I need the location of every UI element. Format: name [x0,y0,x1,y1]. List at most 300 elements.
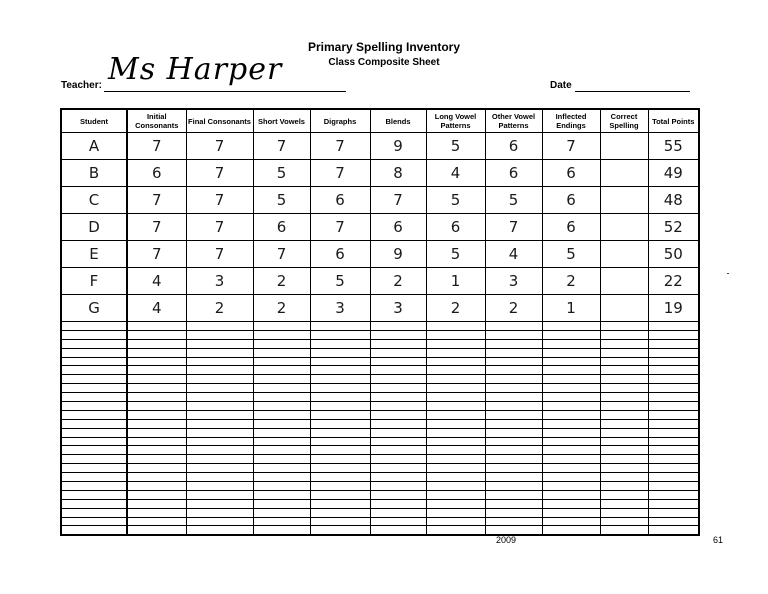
score-cell [600,268,648,295]
column-header: Digraphs [310,109,370,133]
empty-cell [186,437,253,446]
empty-cell [370,357,426,366]
empty-cell [600,410,648,419]
score-cell: 4 [426,160,485,187]
empty-cell [310,482,370,491]
empty-cell [61,419,127,428]
empty-cell [310,428,370,437]
empty-cell [485,455,542,464]
empty-cell [186,508,253,517]
empty-cell [542,375,600,384]
empty-cell [127,508,186,517]
empty-cell [370,402,426,411]
empty-cell [310,499,370,508]
score-cell: 6 [253,214,310,241]
empty-cell [186,330,253,339]
empty-cell [127,437,186,446]
score-cell: 1 [542,295,600,322]
empty-cell [426,526,485,535]
empty-cell [485,357,542,366]
empty-cell [485,428,542,437]
score-cell [600,214,648,241]
table-row [61,187,699,214]
empty-cell [485,339,542,348]
empty-cell [426,517,485,526]
empty-cell [370,437,426,446]
empty-cell [127,348,186,357]
empty-cell [542,339,600,348]
empty-cell [186,393,253,402]
table-row [61,133,699,160]
empty-cell [186,339,253,348]
empty-cell [310,446,370,455]
table-header-row [61,109,699,133]
empty-cell [186,375,253,384]
empty-cell [542,419,600,428]
empty-cell [186,348,253,357]
score-cell: 5 [426,241,485,268]
empty-table-row [61,508,699,517]
empty-cell [310,322,370,331]
empty-cell [485,482,542,491]
empty-cell [600,366,648,375]
score-cell: 2 [485,295,542,322]
empty-cell [648,437,699,446]
empty-cell [310,348,370,357]
empty-cell [186,446,253,455]
empty-cell [61,517,127,526]
score-cell: 7 [127,241,186,268]
empty-cell [542,455,600,464]
column-header: Total Points [648,109,699,133]
empty-cell [426,446,485,455]
empty-cell [485,375,542,384]
empty-cell [370,464,426,473]
empty-cell [426,384,485,393]
empty-cell [542,393,600,402]
empty-cell [542,473,600,482]
empty-cell [253,366,310,375]
empty-cell [253,419,310,428]
empty-table-row [61,375,699,384]
empty-cell [186,322,253,331]
empty-cell [61,384,127,393]
empty-cell [648,428,699,437]
empty-cell [600,402,648,411]
column-header: Inflected Endings [542,109,600,133]
empty-cell [600,490,648,499]
empty-cell [253,490,310,499]
score-cell: 49 [648,160,699,187]
score-cell: 52 [648,214,699,241]
empty-table-row [61,455,699,464]
empty-cell [485,499,542,508]
score-cell: 2 [370,268,426,295]
empty-table-row [61,348,699,357]
student-cell: A [61,133,127,160]
empty-cell [186,482,253,491]
empty-table-row [61,464,699,473]
empty-cell [485,402,542,411]
empty-cell [648,419,699,428]
empty-cell [426,508,485,517]
empty-table-row [61,410,699,419]
empty-cell [648,517,699,526]
date-label: Date [550,80,572,91]
score-cell: 2 [426,295,485,322]
score-cell: 5 [485,187,542,214]
empty-cell [485,446,542,455]
empty-cell [600,322,648,331]
score-cell: 2 [253,295,310,322]
empty-cell [127,402,186,411]
empty-cell [127,384,186,393]
empty-cell [61,410,127,419]
empty-cell [542,322,600,331]
empty-cell [426,393,485,402]
empty-cell [186,473,253,482]
page-subtitle: Class Composite Sheet [328,57,440,68]
score-cell: 48 [648,187,699,214]
empty-cell [61,464,127,473]
student-cell: G [61,295,127,322]
score-cell: 55 [648,133,699,160]
score-cell: 5 [542,241,600,268]
score-cell: 7 [186,214,253,241]
page-title: Primary Spelling Inventory [307,40,461,54]
table-body [61,133,699,536]
empty-cell [186,419,253,428]
empty-cell [485,508,542,517]
empty-table-row [61,482,699,491]
empty-cell [186,464,253,473]
empty-cell [253,357,310,366]
empty-cell [600,455,648,464]
empty-cell [253,402,310,411]
empty-cell [186,526,253,535]
empty-table-row [61,402,699,411]
empty-cell [600,348,648,357]
student-cell: F [61,268,127,295]
empty-cell [485,437,542,446]
score-cell [600,133,648,160]
table-row [61,214,699,241]
empty-cell [310,464,370,473]
empty-table-row [61,526,699,535]
score-cell: 5 [426,133,485,160]
empty-cell [600,482,648,491]
empty-cell [485,410,542,419]
empty-cell [310,384,370,393]
empty-cell [485,473,542,482]
date-line [575,91,690,92]
empty-cell [370,428,426,437]
empty-cell [426,357,485,366]
score-cell [600,160,648,187]
empty-cell [426,437,485,446]
score-cell [600,187,648,214]
empty-cell [600,499,648,508]
empty-cell [61,375,127,384]
score-cell: 7 [253,241,310,268]
empty-cell [61,366,127,375]
column-header: Final Consonants [186,109,253,133]
score-cell: 7 [310,214,370,241]
empty-cell [61,428,127,437]
empty-cell [310,517,370,526]
empty-cell [426,455,485,464]
empty-cell [127,446,186,455]
empty-cell [542,526,600,535]
empty-cell [648,402,699,411]
empty-cell [370,455,426,464]
empty-cell [253,410,310,419]
empty-table-row [61,473,699,482]
empty-cell [648,526,699,535]
empty-cell [253,428,310,437]
empty-cell [370,446,426,455]
empty-cell [61,339,127,348]
score-cell: 6 [370,214,426,241]
empty-cell [61,455,127,464]
empty-cell [253,517,310,526]
empty-cell [61,393,127,402]
column-header: Other Vowel Patterns [485,109,542,133]
empty-cell [61,402,127,411]
empty-cell [186,384,253,393]
empty-cell [485,419,542,428]
student-cell: D [61,214,127,241]
empty-cell [370,482,426,491]
score-cell: 4 [127,295,186,322]
empty-cell [485,348,542,357]
empty-cell [186,402,253,411]
empty-cell [485,366,542,375]
empty-cell [370,490,426,499]
score-cell [600,241,648,268]
empty-cell [310,490,370,499]
empty-cell [186,428,253,437]
empty-cell [310,330,370,339]
empty-cell [426,402,485,411]
empty-cell [542,330,600,339]
empty-cell [426,348,485,357]
empty-cell [542,410,600,419]
score-cell: 7 [127,133,186,160]
empty-cell [600,526,648,535]
empty-cell [426,428,485,437]
empty-cell [648,384,699,393]
empty-cell [600,419,648,428]
score-cell: 7 [186,187,253,214]
page-number: 61 [713,535,724,545]
empty-cell [370,339,426,348]
empty-cell [253,473,310,482]
empty-cell [485,322,542,331]
empty-cell [127,366,186,375]
empty-cell [648,357,699,366]
scan-speck [727,273,729,274]
empty-cell [648,410,699,419]
score-cell: 8 [370,160,426,187]
column-header: Blends [370,109,426,133]
score-cell: 4 [127,268,186,295]
score-cell: 7 [253,133,310,160]
empty-cell [648,455,699,464]
empty-cell [370,508,426,517]
empty-cell [648,322,699,331]
empty-cell [600,464,648,473]
score-cell [600,295,648,322]
empty-cell [370,384,426,393]
empty-cell [542,437,600,446]
empty-cell [370,419,426,428]
empty-table-row [61,490,699,499]
empty-cell [127,517,186,526]
empty-cell [600,428,648,437]
empty-table-row [61,428,699,437]
empty-cell [370,322,426,331]
empty-cell [370,526,426,535]
empty-table-row [61,419,699,428]
empty-cell [426,330,485,339]
empty-cell [426,366,485,375]
score-cell: 7 [370,187,426,214]
empty-cell [253,455,310,464]
score-cell: 4 [485,241,542,268]
score-cell: 7 [186,160,253,187]
score-cell: 7 [186,133,253,160]
score-cell: 5 [426,187,485,214]
empty-cell [186,357,253,366]
empty-table-row [61,357,699,366]
empty-cell [426,375,485,384]
empty-cell [542,366,600,375]
empty-cell [542,499,600,508]
empty-cell [370,499,426,508]
empty-cell [127,490,186,499]
empty-table-row [61,393,699,402]
empty-cell [127,330,186,339]
teacher-label: Teacher: [61,80,102,91]
empty-cell [253,348,310,357]
empty-cell [127,464,186,473]
empty-cell [600,393,648,402]
empty-table-row [61,499,699,508]
score-cell: 6 [310,187,370,214]
empty-cell [600,446,648,455]
table-row [61,160,699,187]
empty-cell [485,490,542,499]
empty-table-row [61,322,699,331]
empty-cell [648,348,699,357]
empty-cell [127,322,186,331]
score-cell: 6 [542,160,600,187]
empty-cell [253,508,310,517]
empty-cell [310,419,370,428]
empty-cell [310,402,370,411]
score-cell: 3 [370,295,426,322]
empty-cell [600,473,648,482]
empty-cell [310,437,370,446]
student-cell: E [61,241,127,268]
empty-cell [61,490,127,499]
teacher-name-handwritten: Ms Harper [108,52,283,87]
empty-cell [426,419,485,428]
empty-cell [127,410,186,419]
empty-cell [600,330,648,339]
score-cell: 7 [310,160,370,187]
empty-cell [127,455,186,464]
empty-cell [253,322,310,331]
empty-cell [310,357,370,366]
empty-cell [370,348,426,357]
score-cell: 2 [542,268,600,295]
empty-cell [542,508,600,517]
score-cell: 7 [310,133,370,160]
empty-cell [426,482,485,491]
score-cell: 6 [485,133,542,160]
empty-cell [127,473,186,482]
empty-cell [426,410,485,419]
empty-cell [310,473,370,482]
empty-cell [61,508,127,517]
empty-cell [542,384,600,393]
empty-table-row [61,330,699,339]
empty-cell [61,322,127,331]
score-cell: 9 [370,133,426,160]
empty-cell [310,455,370,464]
empty-cell [426,322,485,331]
score-cell: 2 [253,268,310,295]
empty-table-row [61,339,699,348]
table-row [61,268,699,295]
empty-cell [61,482,127,491]
empty-cell [127,499,186,508]
empty-cell [370,393,426,402]
footer-year: 2009 [496,535,517,545]
empty-cell [485,330,542,339]
empty-cell [186,490,253,499]
empty-cell [648,330,699,339]
empty-cell [648,473,699,482]
empty-cell [648,508,699,517]
empty-cell [542,348,600,357]
score-cell: 6 [485,160,542,187]
empty-cell [600,517,648,526]
score-cell: 5 [253,187,310,214]
empty-cell [542,464,600,473]
empty-cell [426,490,485,499]
composite-table [60,108,700,536]
score-cell: 7 [485,214,542,241]
empty-cell [648,464,699,473]
empty-cell [253,384,310,393]
student-cell: C [61,187,127,214]
empty-cell [370,366,426,375]
score-cell: 7 [186,241,253,268]
empty-cell [253,482,310,491]
score-cell: 6 [426,214,485,241]
empty-cell [310,375,370,384]
empty-cell [648,482,699,491]
empty-cell [253,330,310,339]
empty-cell [542,490,600,499]
empty-cell [186,499,253,508]
empty-cell [310,410,370,419]
empty-cell [186,517,253,526]
empty-table-row [61,384,699,393]
